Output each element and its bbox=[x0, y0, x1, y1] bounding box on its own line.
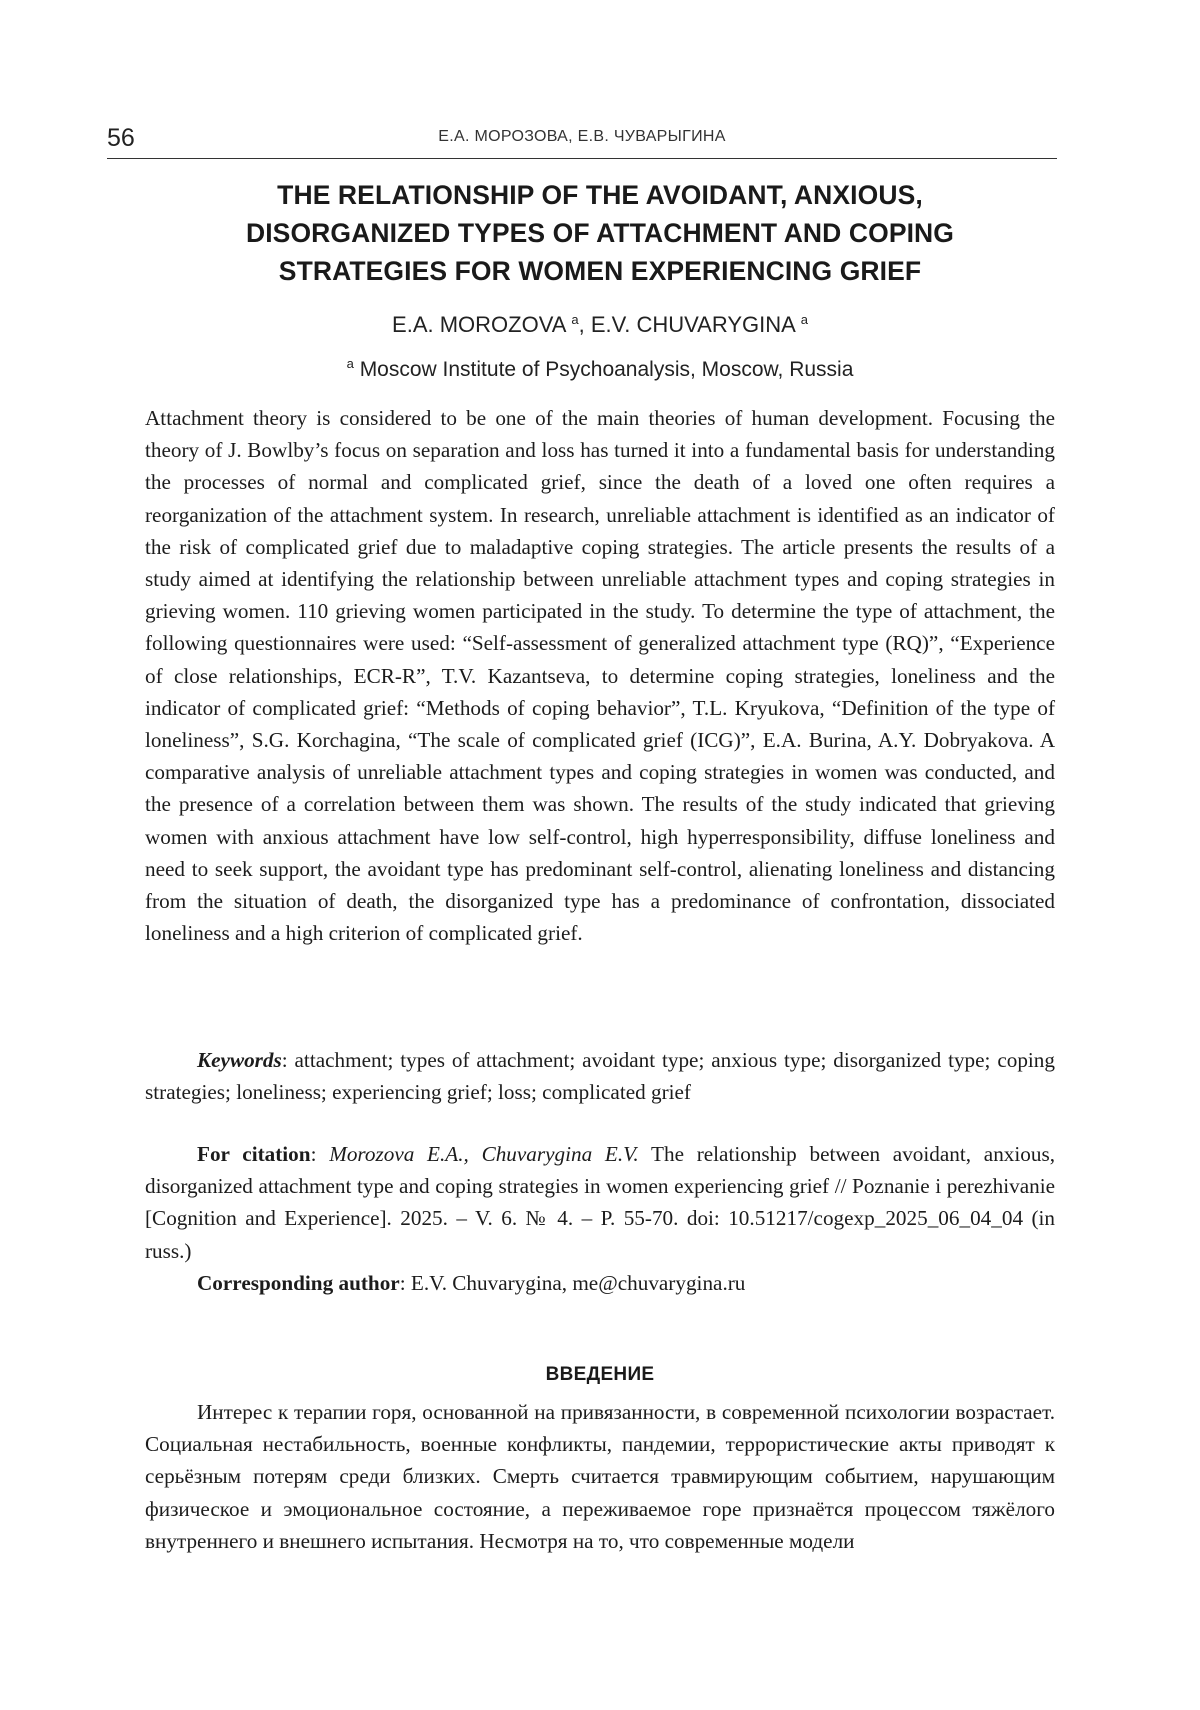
citation bbox=[145, 1138, 1055, 1267]
keywords-text: : attachment; types of attachment; avoidant type; anxious type; disorganized type; coping strategies; loneliness; experiencing grief; loss; complicated grief bbox=[145, 1048, 1055, 1105]
introduction-paragraph: Интерес к терапии горя, основанной на привязанности, в современной психологии возрастает. Социальная нестабильность, военные конфликты, пандемии, террористические акты приводят к серьёзным потерям среди близких. Смерть считается травмирующим событием, нарушающим физическое и эмоциональное состояние, а переживаемое горе признаётся процессом тяжёлого внутреннего и внешнего испытания. Несмотря на то, что современные модели bbox=[145, 1400, 1055, 1553]
author-name: E.V. CHUVARYGINA bbox=[590, 312, 795, 337]
corresponding-author bbox=[145, 1267, 1055, 1299]
abstract bbox=[145, 402, 1055, 949]
keywords-label: Keywords bbox=[197, 1048, 282, 1072]
corresponding-label: Corresponding author bbox=[197, 1270, 400, 1295]
citation-block bbox=[145, 1138, 1055, 1299]
affiliation bbox=[140, 356, 1060, 382]
title-line: DISORGANIZED TYPES OF ATTACHMENT AND COPING bbox=[245, 218, 955, 248]
author-separator: , bbox=[578, 312, 591, 337]
keywords bbox=[145, 1044, 1055, 1108]
running-header-authors: Е.А. МОРОЗОВА, Е.В. ЧУВАРЫГИНА bbox=[438, 128, 726, 145]
corresponding-text: : E.V. Chuvarygina, me@chuvarygina.ru bbox=[399, 1270, 746, 1295]
running-header bbox=[107, 122, 1057, 159]
citation-text: The relationship between avoidant, anxious, disorganized attachment type and coping strategies in women experiencing grief // Poznanie i perezhivanie [Cognition and Experience]. 2025. – V. 6. № 4. – P. 55-70. doi: 10.51217/cogexp_2025_06_04_04 (in russ.) bbox=[145, 1142, 1055, 1263]
citation-label: For citation bbox=[197, 1142, 311, 1166]
title-line: STRATEGIES FOR WOMEN EXPERIENCING GRIEF bbox=[278, 256, 922, 286]
affiliation-mark: a bbox=[346, 356, 354, 371]
affiliation-mark: a bbox=[571, 312, 579, 327]
section-heading: ВВЕДЕНИЕ bbox=[545, 1364, 655, 1385]
author-list bbox=[140, 312, 1060, 338]
affiliation-text: Moscow Institute of Psychoanalysis, Moscow, Russia bbox=[359, 358, 854, 381]
page-number: 56 bbox=[107, 124, 135, 152]
abstract-text: Attachment theory is considered to be one of the main theories of human development. Focusing the theory of J. Bowlby’s focus on separation and loss has turned it into a fundamental basis for understanding the processes of normal and complicated grief, since the death of a loved one often requires a reorganization of the attachment system. In research, unreliable attachment is identified as an indicator of the risk of complicated grief due to maladaptive coping strategies. The article presents the results of a study aimed at identifying the relationship between unreliable attachment types and coping strategies in grieving women. 110 grieving women participated in the study. To determine the type of attachment, the following questionnaires were used: “Self-assessment of generalized attachment type (RQ)”, “Experience of close relationships, ECR-R”, T.V. Kazantseva, to determine coping strategies, loneliness and the indicator of complicated grief: “Methods of coping behavior”, T.L. Kryukova, “Definition of the type of loneliness”, S.G. Korchagina, “The scale of complicated grief (ICG)”, E.A. Burina, A.Y. Dobryakova. A comparative analysis of unreliable attachment types and coping strategies in women was conducted, and the presence of a correlation between them was shown. The results of the study indicated that grieving women with anxious attachment have low self-control, high hyperresponsibility, diffuse loneliness and need to seek support, the avoidant type has predominant self-control, alienating loneliness and distancing from the situation of death, the disorganized type has a predominance of confrontation, dissociated loneliness and a high criterion of complicated grief. bbox=[145, 406, 1055, 946]
title-line: THE RELATIONSHIP OF THE AVOIDANT, ANXIOUS, bbox=[277, 180, 923, 210]
author-name: E.A. MOROZOVA bbox=[392, 312, 566, 337]
citation-authors: Morozova E.A., Chuvarygina E.V. bbox=[329, 1142, 639, 1166]
citation-colon: : bbox=[310, 1142, 330, 1166]
affiliation-mark: a bbox=[800, 312, 808, 327]
article-title bbox=[180, 176, 1020, 290]
